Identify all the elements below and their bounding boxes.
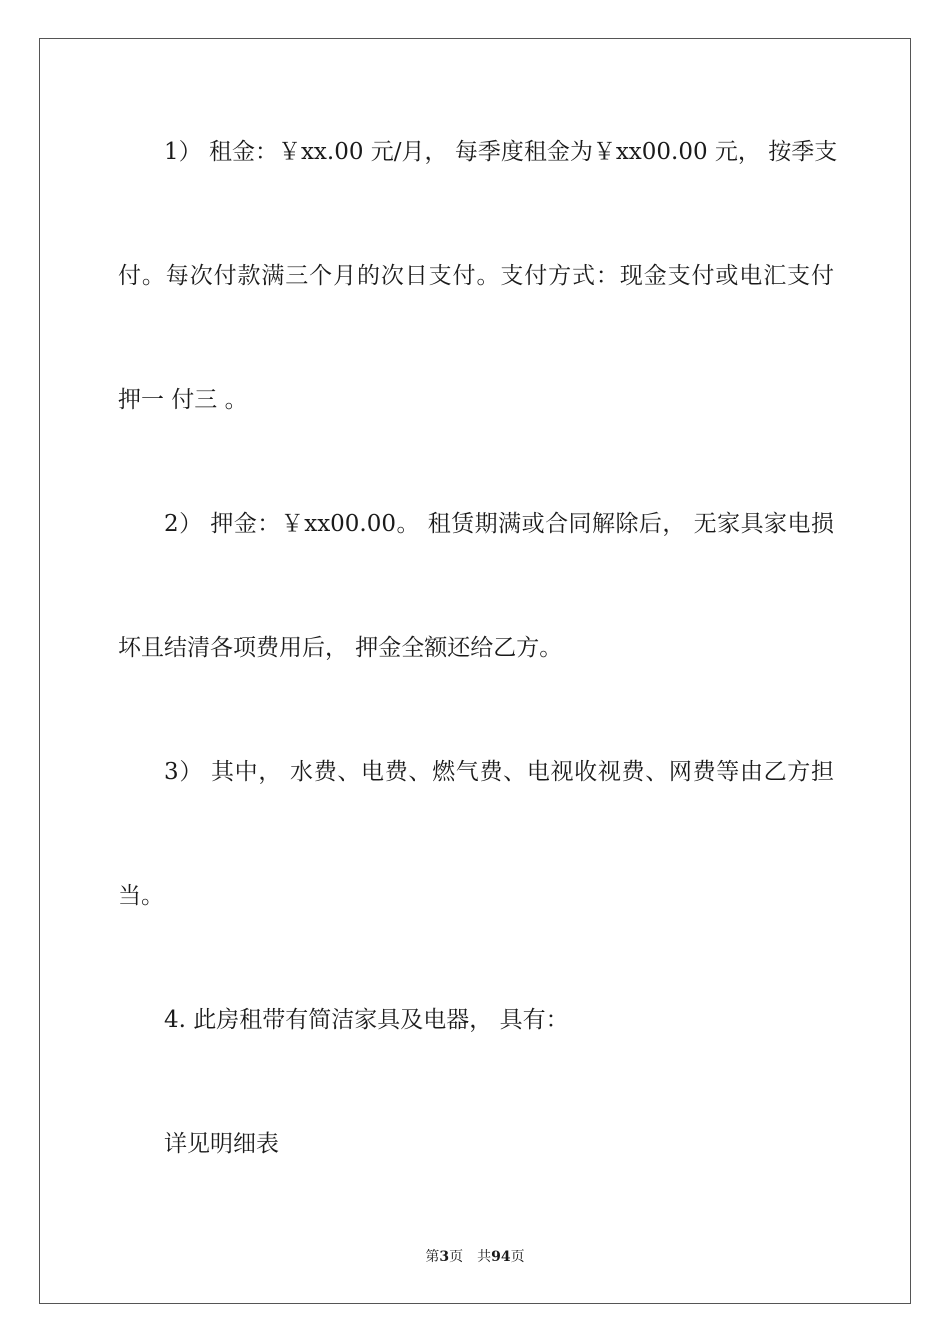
paragraph-fees-line-1: 3） 其中， 水费、电费、燃气费、电视收视费、网费等由乙方担 [164, 759, 834, 785]
paragraph-fees-line-2: 当。 [118, 883, 164, 909]
paragraph-rent-line-3: 押一 付三 。 [118, 387, 248, 413]
page-frame [39, 38, 911, 1304]
paragraph-deposit-line-2: 坏且结清各项费用后， 押金全额还给乙方。 [118, 635, 563, 661]
footer-page-suffix: 页 [449, 1249, 464, 1265]
paragraph-see-details: 详见明细表 [164, 1131, 279, 1157]
footer-total-suffix: 页 [510, 1249, 525, 1265]
paragraph-deposit-line-1: 2） 押金：￥xx00.00。 租赁期满或合同解除后， 无家具家电损 [164, 511, 834, 537]
footer-page-number: 3 [439, 1249, 450, 1265]
paragraph-rent-line-1: 1） 租金：￥xx.00 元/月， 每季度租金为￥xx00.00 元， 按季支 [164, 139, 838, 165]
footer-page-prefix: 第 [425, 1249, 440, 1265]
footer-total-prefix: 共 [477, 1249, 492, 1265]
paragraph-furniture: 4. 此房租带有简洁家具及电器， 具有： [164, 1007, 569, 1033]
page-footer [0, 1248, 950, 1266]
paragraph-rent-line-2: 付。每次付款满三个月的次日支付。支付方式：现金支付或电汇支付 [118, 263, 834, 289]
footer-total-pages: 94 [491, 1249, 511, 1265]
